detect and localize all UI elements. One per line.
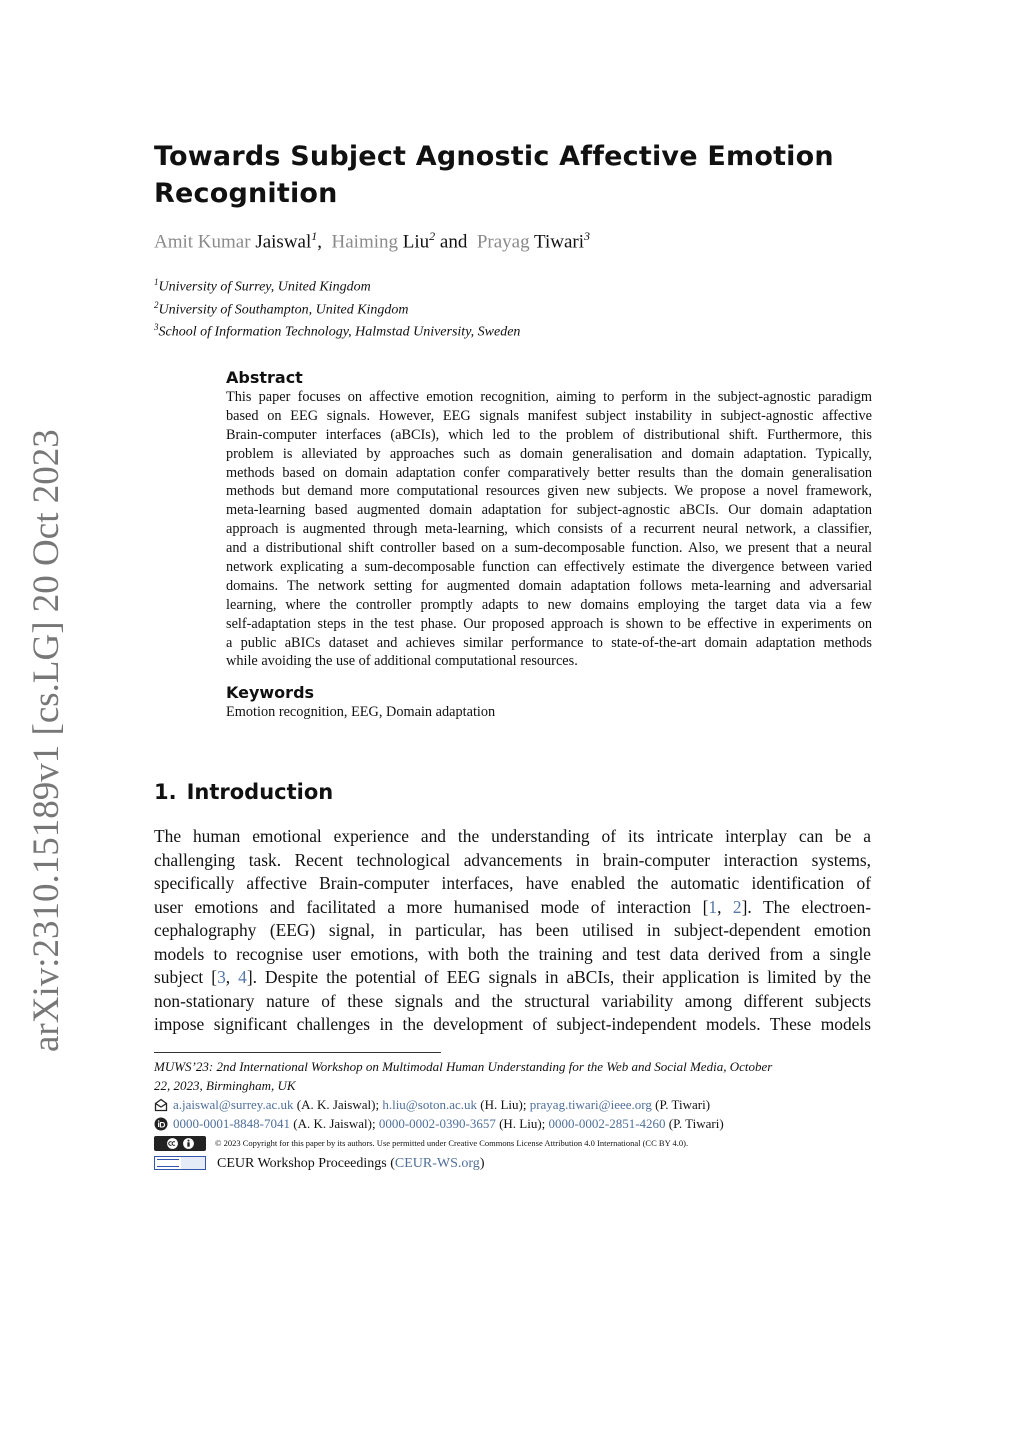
intro-line xyxy=(154,966,871,990)
abstract-line: This paper focuses on affective emotion recognition, aiming to perform in the subject-agnostic paradigm xyxy=(226,389,872,405)
citation-link[interactable]: 3 xyxy=(217,967,226,987)
footnote-divider xyxy=(154,1052,441,1053)
section-number: 1. xyxy=(154,780,177,804)
abstract-line: based on EEG signals. However, EEG signals manifest subject instability in subject-agnostic affective xyxy=(226,407,872,424)
affiliation-mark: 1 xyxy=(154,277,159,287)
author-affiliation-mark: 3 xyxy=(584,229,591,243)
abstract-line: methods but demand more computational resources given new subjects. We propose a novel framework, xyxy=(226,483,872,500)
abstract-line: self-adaptation steps in the test phase. Our proposed approach is shown to be effective in experiments on xyxy=(226,615,872,632)
abstract-line: a public aBICs dataset and achieves similar performance to state-of-the-art domain adaptation methods xyxy=(226,634,872,651)
author-family-name: Liu xyxy=(402,231,430,253)
intro-line: models to recognise user emotions, with both the training and test data derived from a single xyxy=(154,943,871,964)
email-owner: (H. Liu); xyxy=(480,1097,527,1112)
affiliation-text: School of Information Technology, Halmstad University, Sweden xyxy=(158,324,521,340)
intro-line: challenging task. Recent technological advancements in brain-computer interaction systems, xyxy=(154,849,871,870)
orcid-link[interactable]: 0000-0001-8848-7041 xyxy=(173,1116,290,1131)
citation-link[interactable]: 2 xyxy=(732,896,742,917)
intro-line: non-stationary nature of these signals and the structural variability among different subjects xyxy=(154,990,871,1011)
affiliation-mark: 2 xyxy=(154,299,159,310)
intro-line: impose significant challenges in the development of subject-independent models. These models xyxy=(154,1014,871,1034)
abstract-line: methods based on domain adaptation confer comparatively better results than the domain generalisation xyxy=(226,464,872,481)
affiliation xyxy=(154,272,520,295)
envelope-icon xyxy=(154,1098,168,1112)
author-family-name: Tiwari xyxy=(534,231,585,253)
orcid-link[interactable]: 0000-0002-0390-3657 xyxy=(378,1116,496,1131)
abstract-line: while avoiding the use of additional computational resources. xyxy=(226,653,578,670)
affiliation xyxy=(154,317,520,340)
title-line: Recognition xyxy=(154,178,338,209)
intro-text-fragment: , xyxy=(717,896,733,917)
intro-text-fragment: ]. Despite the potential of EEG signals in aBCIs, their application is limited by the xyxy=(246,967,871,987)
intro-line: specifically affective Brain-computer interfaces, have enabled the automatic identification of xyxy=(154,873,871,893)
author-affiliation-mark: 2 xyxy=(429,229,436,243)
abstract-line: and a distributional shift controller based on a sum-decomposable function. Also, we present that a neural xyxy=(226,540,872,557)
email-link[interactable]: a.jaiswal@surrey.ac.uk xyxy=(173,1097,294,1112)
ceur-link[interactable]: CEUR-WS.org xyxy=(394,1155,480,1171)
keywords-heading: Keywords xyxy=(226,683,315,702)
keywords-text: Emotion recognition, EEG, Domain adaptation xyxy=(226,704,496,720)
orcid-owner: (H. Liu); xyxy=(499,1116,546,1131)
author-given-name: Amit Kumar xyxy=(154,231,251,253)
author-affiliation-mark: 1 xyxy=(311,229,318,243)
introduction-body xyxy=(154,825,871,1037)
abstract-line: approach is augmented through meta-learning, which consists of a recurrent neural network, a classifier, xyxy=(226,521,872,538)
license-text: © 2023 Copyright for this paper by its authors. Use permitted under Creative Commons License Attribution 4.0 International (CC BY 4.0). xyxy=(215,1137,689,1148)
introduction-heading xyxy=(154,780,333,804)
abstract-line: Brain-computer interfaces (aBCIs), which led to the problem of distributional shift. Furthermore, this xyxy=(226,426,872,443)
conference-note xyxy=(154,1057,872,1095)
license-line xyxy=(154,1133,872,1153)
affiliation xyxy=(154,295,520,318)
ceur-workshop-logo-icon xyxy=(154,1156,206,1170)
abstract-line: domains. The network setting for augmented domain adaptation follows meta-learning and adversarial xyxy=(226,577,872,594)
orcid-owner: (P. Tiwari) xyxy=(668,1116,724,1131)
intro-text-fragment: , xyxy=(225,967,239,987)
email-owner: (P. Tiwari) xyxy=(655,1097,711,1112)
arxiv-identifier-stamp: arXiv:2310.15189v1 [cs.LG] 20 Oct 2023 xyxy=(26,429,67,1052)
author-family-name: Jaiswal xyxy=(255,231,312,253)
email-link[interactable]: h.liu@soton.ac.uk xyxy=(382,1097,477,1112)
ceur-text: CEUR Workshop Proceedings ( xyxy=(217,1155,395,1171)
orcid-icon xyxy=(154,1117,168,1131)
creative-commons-icon xyxy=(166,1137,179,1150)
abstract-body xyxy=(226,388,872,671)
intro-line: The human emotional experience and the understanding of its intricate interplay can be a xyxy=(154,826,871,846)
conference-note-line: 22, 2023, Birmingham, UK xyxy=(154,1078,296,1093)
orcid-link[interactable]: 0000-0002-2851-4260 xyxy=(548,1116,666,1131)
abstract-heading: Abstract xyxy=(226,368,303,387)
intro-text-fragment: subject [ xyxy=(154,967,218,987)
ceur-text-end: ) xyxy=(479,1155,485,1171)
paper-title xyxy=(154,138,874,212)
affiliation-mark: 3 xyxy=(154,322,159,332)
author-list xyxy=(154,229,590,253)
email-owner: (A. K. Jaiswal); xyxy=(296,1097,380,1112)
footnote-block xyxy=(154,1057,872,1173)
abstract-line: problem is alleviated by approaches such as domain generalisation and domain adaptation. Typically, xyxy=(226,445,872,462)
abstract-line: meta-learning based augmented domain adaptation for subject-agnostic aBCIs. Our domain adaptation xyxy=(226,502,872,519)
intro-line xyxy=(154,896,871,920)
affiliation-text: University of Southampton, United Kingdom xyxy=(158,302,409,318)
title-line: Towards Subject Agnostic Affective Emotion xyxy=(154,141,834,172)
ceur-line xyxy=(154,1153,872,1173)
conference-note-line: MUWS’23: 2nd International Workshop on Multimodal Human Understanding for the Web and Social Media, October xyxy=(154,1059,773,1074)
abstract-line: learning, where the controller promptly adapts to new domains employing the target data via a few xyxy=(226,596,872,613)
intro-text-fragment: user emotions and facilitated a more humanised mode of interaction [ xyxy=(154,896,709,917)
section-title: Introduction xyxy=(186,780,334,804)
attribution-icon xyxy=(182,1137,195,1150)
author-separator: and xyxy=(439,231,468,253)
citation-link[interactable]: 1 xyxy=(708,896,718,917)
intro-line: cephalography (EEG) signal, in particular, has been utilised in subject-dependent emotion xyxy=(154,920,871,940)
orcid-line xyxy=(154,1114,872,1133)
cc-by-license-badge xyxy=(154,1136,206,1151)
email-line xyxy=(154,1095,872,1114)
author-separator: , xyxy=(317,231,323,253)
keywords-section xyxy=(226,683,872,722)
abstract-section xyxy=(226,368,872,671)
author-given-name: Prayag xyxy=(476,231,530,253)
citation-link[interactable]: 4 xyxy=(238,967,247,987)
intro-text-fragment: ]. The electroen- xyxy=(741,896,871,917)
author-given-name: Haiming xyxy=(331,231,399,253)
affiliation-text: University of Surrey, United Kingdom xyxy=(158,279,371,295)
affiliation-list xyxy=(154,272,520,340)
abstract-line: network explicating a sum-decomposable function can effectively estimate the divergence between varied xyxy=(226,559,872,576)
orcid-owner: (A. K. Jaiswal); xyxy=(293,1116,376,1131)
email-link[interactable]: prayag.tiwari@ieee.org xyxy=(529,1097,652,1112)
